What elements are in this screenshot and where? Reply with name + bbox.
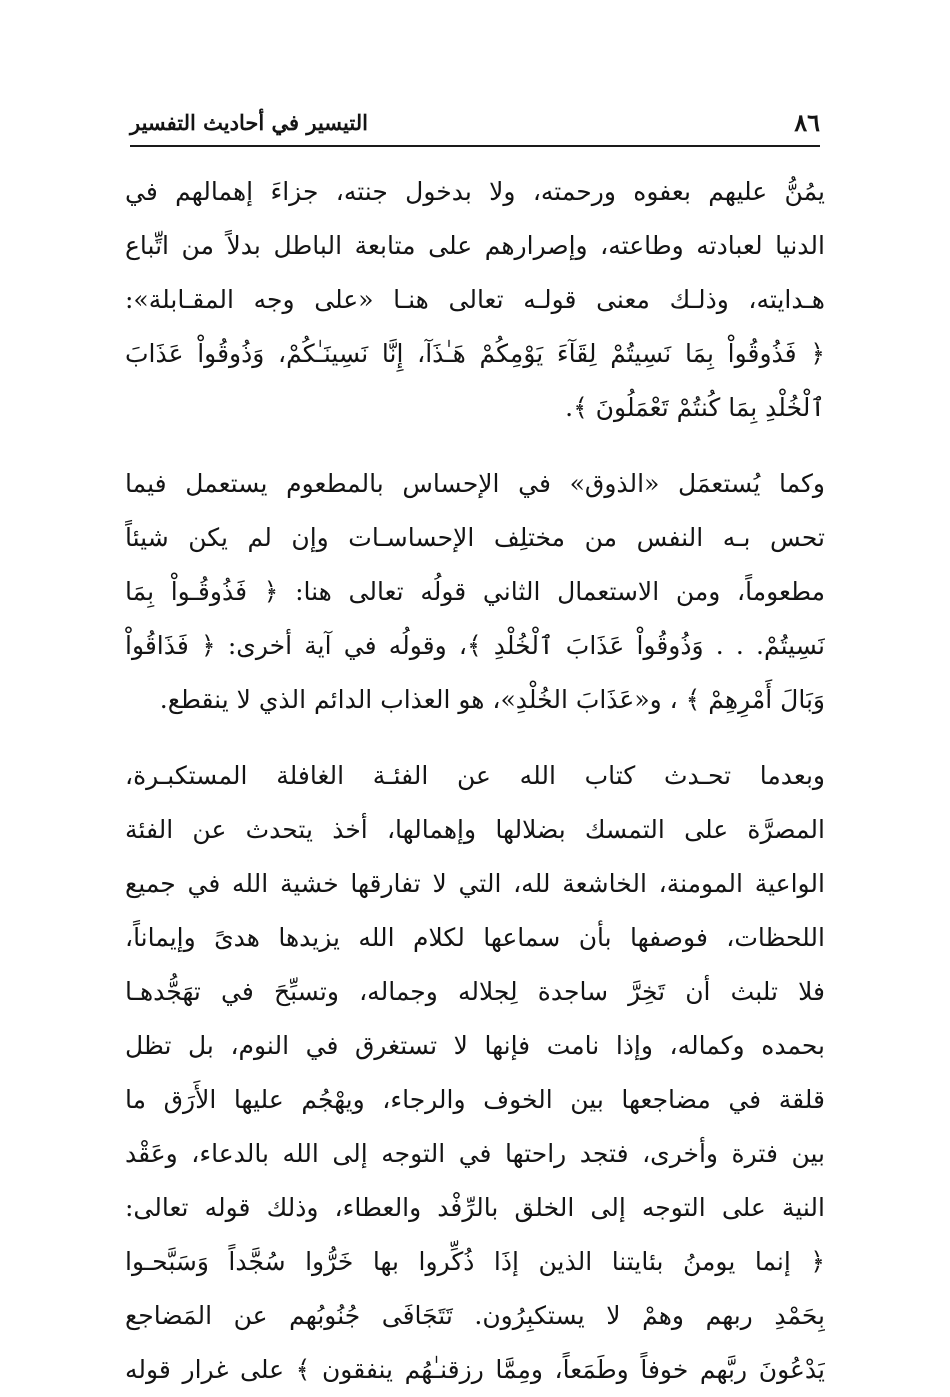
header-rule <box>130 145 820 147</box>
text-line: الواعية المومنة، الخاشعة لله، التي لا تفارقها خشية الله في جميع <box>125 869 825 898</box>
text-line: فلا تلبث أن تَخِرَّ ساجدة لِجلاله وجماله، وتسبِّحَ في تهَجُّدهـا <box>125 977 825 1006</box>
text-line: النية على التوجه إلى الخلق بالرِّفْد والعطاء، وذلك قوله تعالى: <box>125 1193 825 1222</box>
text-line: المصرَّة على التمسك بضلالها وإهمالها، أخذ يتحدث عن الفئة <box>125 815 825 844</box>
text-line: ﴿ فَذُوقُواْ بِمَا نَسِيتُمْ لِقَآءَ يَوْمِكُمْ هَـٰذَآ، إِنَّا نَسِينَـٰكُمْ، وَذُوقُواْ عَذَابَ <box>125 339 825 368</box>
text-line: الدنيا لعبادته وطاعته، وإصرارهم على متابعة الباطل بدلاً من اتِّباع <box>125 231 825 260</box>
text-line: بين فترة وأخرى، فتجد راحتها في التوجه إلى الله بالدعاء، وعَقْد <box>125 1139 825 1168</box>
text-line: هـدايته، وذلـك معنى قولـه تعالى هنـا «على وجه المقـابلة»: <box>125 285 825 314</box>
text-line: نَسِيتُمْ. . . وَذُوقُواْ عَذَابَ ٱلْخُلْدِ ﴾، وقولُه في آية أخرى: ﴿ فَذَاقُواْ <box>125 631 825 660</box>
text-line: بحمده وكماله، وإذا نامت فإنها لا تستغرق في النوم، بل تظل <box>125 1031 825 1060</box>
page-header <box>130 108 820 148</box>
running-title: التيسير في أحاديث التفسير <box>130 110 368 135</box>
text-line: ٱلْخُلْدِ بِمَا كُنتُمْ تَعْمَلُونَ ﴾. <box>565 393 825 422</box>
text-line: ﴿ إنما يومنُ بئايتنا الذين إذَا ذُكِّروا بها خَرُّوا سُجَّداً وَسَبَّحـوا <box>125 1247 825 1276</box>
paragraph-gap <box>125 727 825 749</box>
text-line: وبعدما تحـدث كتاب الله عن الفئـة الغافلة المستكبـرة، <box>125 761 825 790</box>
text-line: مطعوماً، ومن الاستعمال الثاني قولُه تعالى هنا: ﴿ فَذُوقُـواْ بِمَا <box>125 577 825 606</box>
page-number: ٨٦ <box>794 108 820 137</box>
text-line: وَبَالَ أَمْرِهِمْ ﴾ ، و«عَذَابَ الخُلْدِ»، هو العذاب الدائم الذي لا ينقطع. <box>159 685 825 714</box>
body-text <box>125 165 825 1397</box>
text-line: يمُنُّ عليهم بعفوه ورحمته، ولا بدخول جنته، جزاءَ إهمالهم في <box>125 177 825 206</box>
text-line: وكما يُستعمَل «الذوق» في الإحساس بالمطعوم يستعمل فيما <box>125 469 825 498</box>
text-line: قلقة في مضاجعها بين الخوف والرجاء، ويهْجُم عليها الأَرَق ما <box>125 1085 825 1114</box>
text-line: تحس بـه النفس من مختلِف الإحساسـات وإن لم يكن شيئاً <box>125 523 825 552</box>
text-line: اللحظات، فوصفها بأن سماعها لكلام الله يزيدها هدىً وإيماناً، <box>125 923 825 952</box>
text-line: يَدْعُونَ ربَّهم خوفاً وطَمَعاً، ومِمَّا رزقنـٰهُم ينفقون ﴾ على غرار قوله <box>125 1355 825 1384</box>
paragraph-gap <box>125 435 825 457</box>
text-line: بِحَمْدِ ربهم وهمْ لا يستكبِرُون. تَتَجَافَى جُنُوبُهم عن المَضاجع <box>125 1301 825 1330</box>
